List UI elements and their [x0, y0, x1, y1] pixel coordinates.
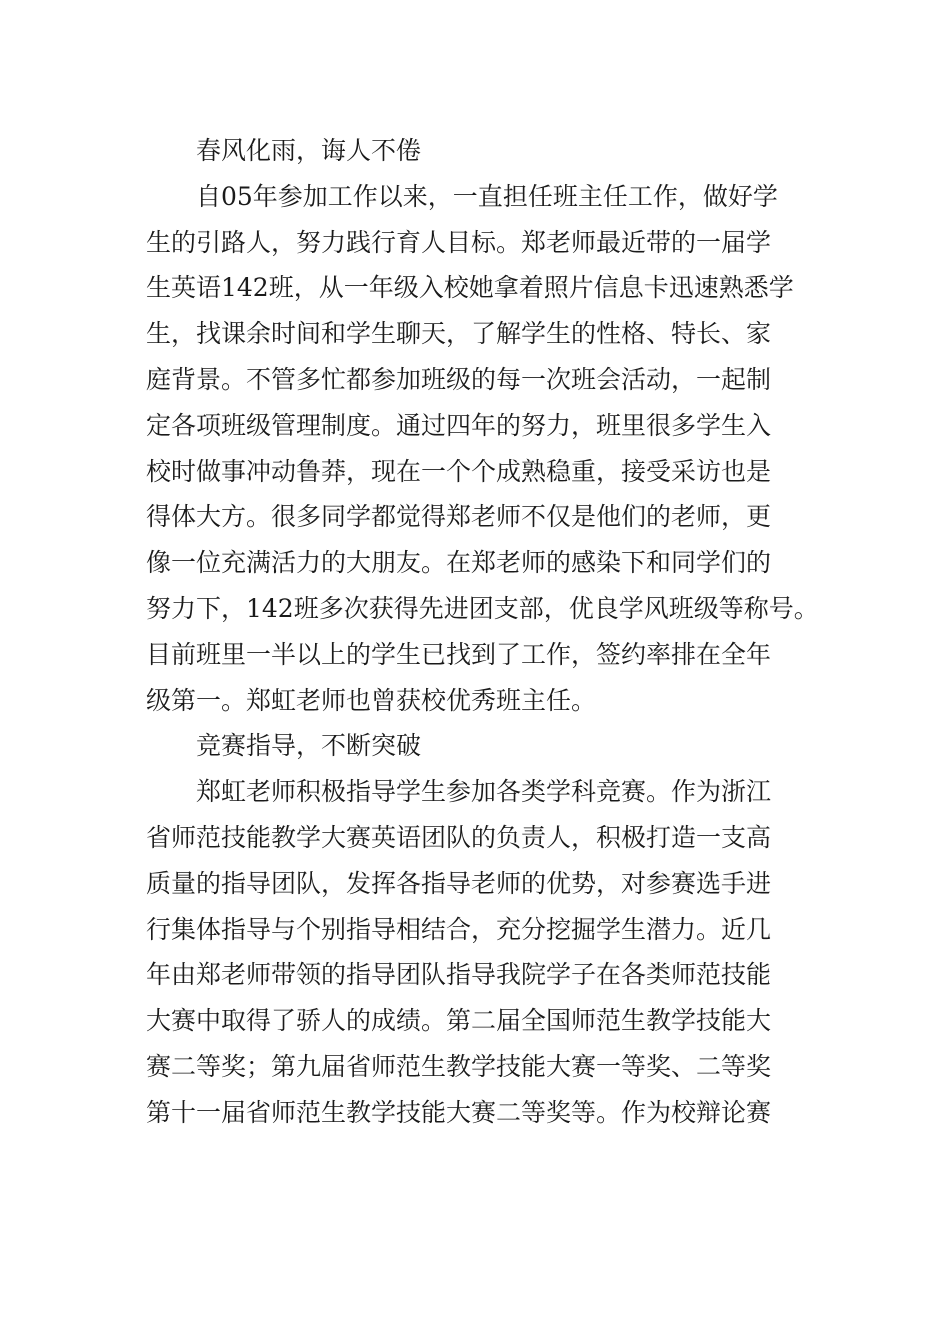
section-heading-2: 竞赛指导，不断突破 [196, 731, 422, 761]
paragraph-line: 生英语142班，从一年级入校她拿着照片信息卡迅速熟悉学 [146, 273, 794, 303]
paragraph-line: 努力下，142班多次获得先进团支部，优良学风班级等称号。 [146, 593, 819, 623]
paragraph-line: 质量的指导团队，发挥各指导老师的优势，对参赛选手进 [146, 868, 772, 898]
document-body [146, 128, 819, 1136]
paragraph-line: 目前班里一半以上的学生已找到了工作，签约率排在全年 [146, 639, 772, 669]
paragraph-line: 省师范技能教学大赛英语团队的负责人，积极打造一支高 [146, 822, 772, 852]
section-heading-1: 春风化雨，诲人不倦 [196, 136, 422, 165]
paragraph-line: 得体大方。很多同学都觉得郑老师不仅是他们的老师，更 [146, 502, 772, 532]
paragraph-line: 年由郑老师带领的指导团队指导我院学子在各类师范技能 [146, 960, 772, 990]
paragraph-line: 像一位充满活力的大朋友。在郑老师的感染下和同学们的 [146, 548, 772, 578]
paragraph-line: 校时做事冲动鲁莽，现在一个个成熟稳重，接受采访也是 [146, 456, 772, 486]
paragraph-line: 赛二等奖；第九届省师范生教学技能大赛一等奖、二等奖 [146, 1051, 772, 1081]
paragraph-line: 庭背景。不管多忙都参加班级的每一次班会活动，一起制 [146, 364, 772, 394]
paragraph-line: 定各项班级管理制度。通过四年的努力，班里很多学生入 [146, 410, 772, 440]
paragraph-line: 自05年参加工作以来，一直担任班主任工作，做好学 [196, 181, 778, 211]
paragraph-line: 郑虹老师积极指导学生参加各类学科竞赛。作为浙江 [196, 777, 772, 807]
paragraph-line: 大赛中取得了骄人的成绩。第二届全国师范生教学技能大 [146, 1006, 772, 1036]
paragraph-line: 行集体指导与个别指导相结合，充分挖掘学生潜力。近几 [146, 914, 772, 944]
paragraph-line: 级第一。郑虹老师也曾获校优秀班主任。 [146, 685, 597, 715]
paragraph-line: 第十一届省师范生教学技能大赛二等奖等。作为校辩论赛 [146, 1097, 772, 1127]
paragraph-line: 生，找课余时间和学生聊天，了解学生的性格、特长、家 [146, 319, 772, 349]
paragraph-line: 生的引路人，努力践行育人目标。郑老师最近带的一届学 [146, 227, 772, 257]
